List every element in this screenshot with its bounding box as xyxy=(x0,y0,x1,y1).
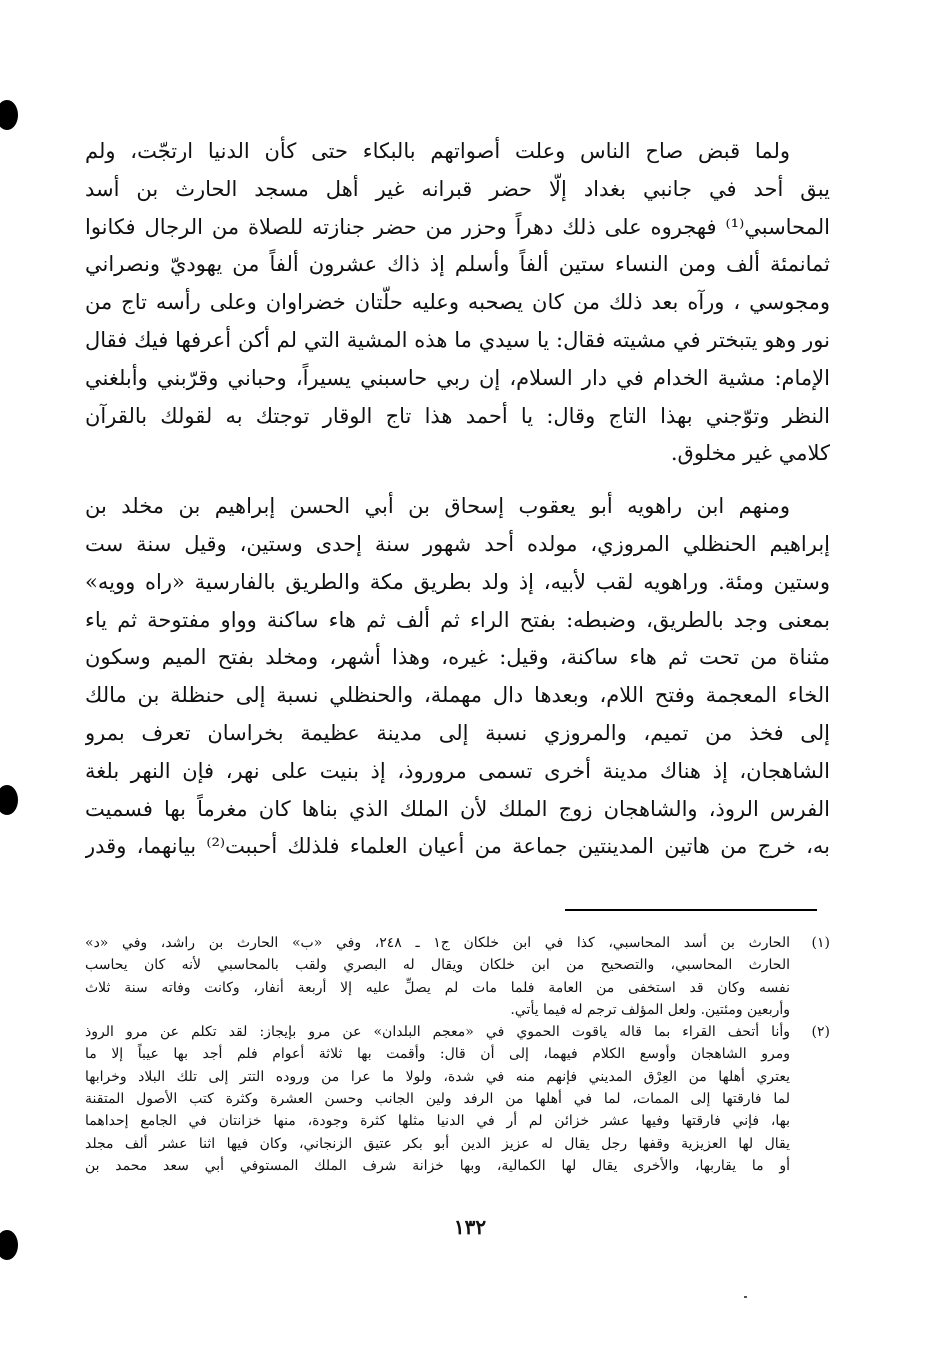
paragraph-2 xyxy=(85,488,830,866)
paragraph-1 xyxy=(85,133,830,473)
footnote-1 xyxy=(85,932,830,1021)
footnote-line: الحارث المحاسبي، والتصحيح من ابن خلكان ويقال له البصري ولقب بالمحاسبي لأنه كان يحاسب xyxy=(85,957,790,974)
footnote-line: بها، فإني فارقتها وفيها عشر خزائن لم أر في الدنيا مثلها كثرة وجودة، منها خزانتان في الجامع إحداهما xyxy=(85,1113,790,1130)
footnote-number: (٢) xyxy=(811,1024,830,1041)
footnote-separator xyxy=(565,909,817,911)
footnote-text: وأنا أتحف القراء بما قاله ياقوت الحموي في «معجم البلدان» عن مرو بإيجاز: لقد تكلم عن مرو الروذ xyxy=(85,1024,790,1041)
binding-hole-middle xyxy=(0,785,18,815)
page-number: ١٣٢ xyxy=(453,1215,487,1239)
text-line: الشاهجان، إذ هناك مدينة أخرى تسمى مروروذ، إذ بنيت على نهر، فإن النهر بلغة xyxy=(85,758,830,783)
text-line: ومجوسي ، ورآه بعد ذلك من كان يصحبه وعليه حلّتان خضراوان وعلى رأسه تاج من xyxy=(85,290,830,315)
footnote-number: (١) xyxy=(811,935,830,951)
text-line: نور وهو يتبختر في مشيته فقال: يا سيدي ما هذه المشية التي لم أكن أعرفها فيك فقال xyxy=(85,327,830,352)
footnote-2 xyxy=(85,1021,830,1177)
binding-hole-top xyxy=(0,100,18,130)
footnote-line: لما فارقتها إلى الممات، لما في أهلها من الرفد ولين الجانب وحسن العشرة وكثرة كتب الأصول المتقنة xyxy=(85,1091,790,1108)
main-text xyxy=(85,133,830,866)
text-line: بمعنى وجد بالطريق، وضبطه: بفتح الراء ثم ألف ثم هاء ساكنة وواو مفتوحة ثم ياء xyxy=(85,607,830,632)
footnote-line: يعتري أهلها من العِرْق المديني فإنهم منه في شدة، ولولا ما عرا من وروده التتر إلى تلك البلاد وخرابها xyxy=(85,1068,790,1085)
text-line: ثمانمئة ألف ومن النساء ستين ألفاً وأسلم إذ ذاك عشرون ألفاً من يهوديّ ونصراني xyxy=(85,252,830,277)
text-line: إبراهيم الحنظلي المروزي، مولده أحد شهور سنة إحدى وستين، وقيل سنة ست xyxy=(85,531,830,556)
text-line: النظر وتوّجني بهذا التاج وقال: يا أحمد هذا تاج الوقار توجتك به لقولك بالقرآن xyxy=(85,403,830,428)
text-line: إلى فخذ من تميم، والمروزي نسبة إلى مدينة عظيمة بخراسان تعرف بمرو xyxy=(85,720,830,745)
text-line: مثناة من تحت ثم هاء ساكنة، وقيل: غيره، وهذا أشهر، ومخلد بفتح الميم وسكون xyxy=(85,645,830,670)
binding-hole-bottom xyxy=(0,1230,18,1260)
text-line: ولما قبض صاح الناس وعلت أصواتهم بالبكاء حتى كأن الدنيا ارتجّت، ولم xyxy=(85,139,790,163)
footnote-text: الحارث بن أسد المحاسبي، كذا في ابن خلكان ج١ ـ ٢٤٨، وفي «ب» الحارث بن راشد، وفي «د» xyxy=(85,935,790,951)
text-line: ومنهم ابن راهويه أبو يعقوب إسحاق بن أبي الحسن إبراهيم بن مخلد بن xyxy=(85,494,790,519)
footnote-line: ومرو الشاهجان وأوسع الكلام فيهما، إلى أن قال: وأقمت بها ثلاثة أعوام فلم أجد بها عيباً إلا ما xyxy=(85,1046,790,1063)
text-line: الإمام: مشية الخدام في دار السلام، إن ربي حاسبني يسيراً، وحباني وقرّبني وأبلغني xyxy=(85,365,830,390)
footnotes xyxy=(85,932,830,1177)
footnote-line: وأربعين ومئتين. ولعل المؤلف ترجم له فيما يأتي. xyxy=(510,1001,790,1018)
text-line: المحاسبي⁽¹⁾ فهجروه على ذلك دهراً وحزر من حضر جنازته للصلاة من الرجال فكانوا xyxy=(85,214,830,239)
scan-speck xyxy=(744,1296,747,1298)
text-line: الخاء المعجمة وفتح اللام، وبعدها دال مهملة، والحنظلي نسبة إلى حنظلة بن مالك xyxy=(85,683,830,708)
footnote-line: أو ما يقاربها، والأخرى يقال لها الكمالية، وبها خزانة شرف الملك المستوفي أبي سعد محمد بن xyxy=(85,1157,790,1174)
text-line: الفرس الروذ، والشاهجان زوج الملك لأن الملك الذي بناها كان مغرماً بها فسميت xyxy=(85,796,830,821)
text-line: به، خرج من هاتين المدينتين جماعة من أعيان العلماء فلذلك أحببت⁽²⁾ بيانهما، وقدر xyxy=(85,834,830,859)
footnote-line: نفسه وكان قد استخفى من العامة فلما مات لم يصلِّ عليه إلا أربعة أنفار، وكانت وفاته سنة ثلاث xyxy=(85,979,790,996)
text-line: وستين ومئة. وراهويه لقب لأبيه، إذ ولد بطريق مكة والطريق بالفارسية «راه وويه» xyxy=(85,569,830,594)
text-line: يبق أحد في جانبي بغداد إلّا حضر قبرانه غير أهل مسجد الحارث بن أسد xyxy=(85,176,830,201)
text-line: كلامي غير مخلوق. xyxy=(670,441,830,466)
footnote-line xyxy=(85,932,830,954)
footnote-line: يقال لها العزيزية وقفها رجل يقال له عزيز الدين أبو بكر عتيق الزنجاني، وكان فيها اثنا عشر ألف مجلد xyxy=(85,1135,790,1152)
footnote-line xyxy=(85,1021,830,1043)
